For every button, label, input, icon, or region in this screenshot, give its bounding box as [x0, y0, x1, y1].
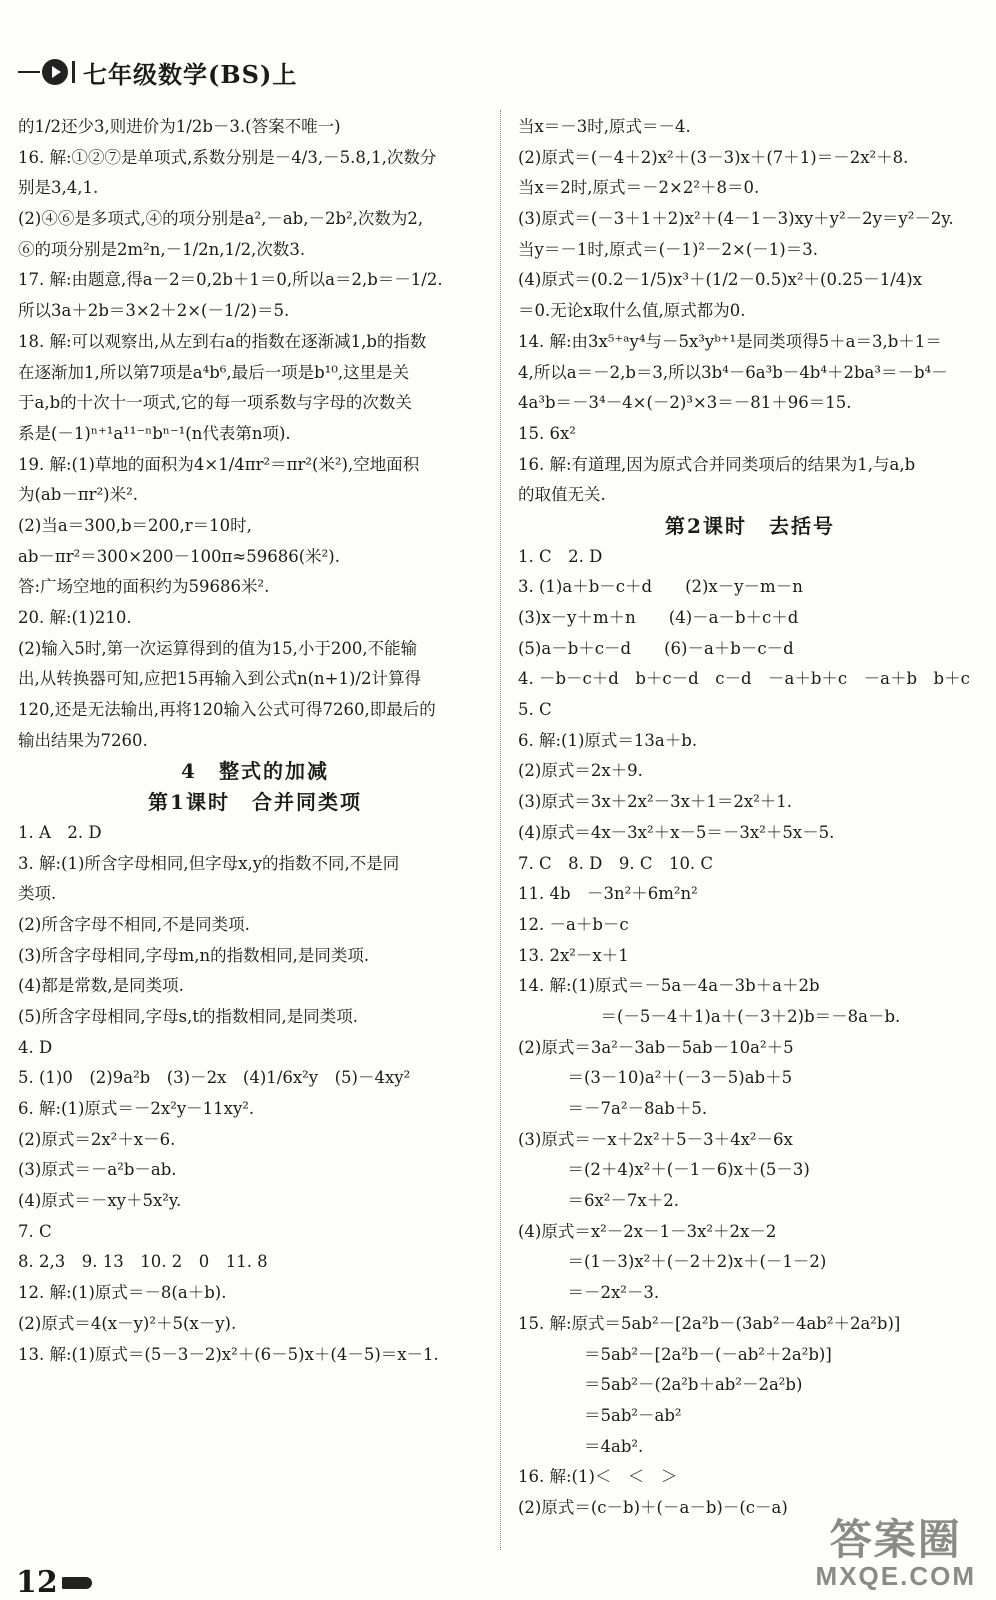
text-line: 为(ab－πr²)米².: [18, 485, 138, 505]
text-line: (2)原式＝2x＋9.: [518, 761, 643, 781]
text-line: 6. 解:(1)原式＝－2x²y－11xy².: [18, 1099, 255, 1118]
text-line: 3. 解:(1)所含字母相同,但字母x,y的指数不同,不是同: [18, 853, 400, 873]
text-line: 6. 解:(1)原式＝13a＋b.: [518, 730, 698, 750]
text-line: 输出结果为7260.: [18, 730, 148, 750]
text-line: 7. C: [18, 1221, 52, 1241]
text-line: ＝－2x²－3.: [518, 1283, 660, 1303]
text-line: ＝(1－3)x²＋(－2＋2)x＋(－1－2): [518, 1252, 827, 1272]
text-line: (2)原式＝2x²＋x－6.: [18, 1129, 176, 1149]
text-line: (2)④⑥是多项式,④的项分别是a²,－ab,－2b²,次数为2,: [18, 209, 424, 229]
text-line: ab－πr²＝300×200－100π≈59686(米²).: [18, 546, 340, 566]
text-line: (2)原式＝(－4＋2)x²＋(3－3)x＋(7＋1)＝－2x²＋8.: [518, 147, 909, 167]
text-line: (3)所含字母相同,字母m,n的指数相同,是同类项.: [18, 945, 370, 965]
text-line: ＝(3－10)a²＋(－3－5)ab＋5: [518, 1068, 793, 1088]
text-line: 13. 解:(1)原式＝(5－3－2)x²＋(6－5)x＋(4－5)＝x－1.: [18, 1344, 439, 1364]
text-line: 4. D: [18, 1037, 53, 1057]
text-line: (4)原式＝(0.2－1/5)x³＋(1/2－0.5)x²＋(0.25－1/4)x: [518, 270, 923, 290]
text-line: 于a,b的十次十一项式,它的每一项系数与字母的次数关: [18, 393, 412, 413]
lesson-heading: 第2课时 去括号: [665, 513, 835, 538]
text-line: ＝6x²－7x＋2.: [518, 1191, 679, 1211]
text-line: 20. 解:(1)210.: [18, 608, 132, 627]
header-bar: [72, 61, 75, 83]
text-line: ＝(－5－4＋1)a＋(－3＋2)b＝－8a－b.: [518, 1006, 901, 1026]
page-number: 12: [16, 1565, 58, 1600]
text-line: 4,所以a＝－2,b＝3,所以3b⁴－6a³b－4b⁴＋2ba³＝－b⁴－: [518, 362, 948, 382]
text-line: 当x＝2时,原式＝－2×2²＋8＝0.: [518, 178, 760, 198]
page-title: 七年级数学(BS)上: [83, 59, 298, 89]
text-line: 类项.: [18, 884, 57, 904]
text-line: 5. C: [518, 700, 552, 720]
text-line: 16. 解:(1)＜ ＜ ＞: [518, 1467, 678, 1487]
text-line: 7. C 8. D 9. C 10. C: [518, 853, 714, 873]
text-line: (4)原式＝x²－2x－1－3x²＋2x－2: [518, 1221, 777, 1241]
lesson-heading: 第1课时 合并同类项: [148, 790, 362, 815]
left-column: [18, 112, 492, 1370]
text-line: ⑥的项分别是2m²n,－1/2n,1/2,次数3.: [18, 239, 306, 259]
text-line: 16. 解:①②⑦是单项式,系数分别是－4/3,－5.8,1,次数分: [18, 147, 437, 167]
text-line: 13. 2x²－x＋1: [518, 945, 629, 965]
text-line: (5)所含字母相同,字母s,t的指数相同,是同类项.: [18, 1006, 358, 1026]
text-line: ＝5ab²－ab²: [518, 1405, 682, 1425]
text-line: (2)原式＝(c－b)＋(－a－b)－(c－a): [518, 1497, 788, 1517]
text-line: 12. －a＋b－c: [518, 914, 629, 934]
text-line: 19. 解:(1)草地的面积为4×1/4πr²＝πr²(米²),空地面积: [18, 454, 420, 474]
text-line: 当y＝－1时,原式＝(－1)²－2×(－1)＝3.: [518, 239, 818, 259]
text-line: 120,还是无法输出,再将120输入公式可得7260,即最后的: [18, 700, 436, 720]
text-line: 所以3a＋2b＝3×2＋2×(－1/2)＝5.: [18, 301, 290, 321]
column-divider: [500, 110, 501, 1550]
text-line: (4)原式＝4x－3x²＋x－5＝－3x²＋5x－5.: [518, 822, 835, 842]
text-line: ＝0.无论x取什么值,原式都为0.: [518, 301, 746, 321]
text-line: 的1/2还少3,则进价为1/2b－3.(答案不唯一): [18, 117, 341, 136]
text-line: (4)都是常数,是同类项.: [18, 976, 184, 996]
text-line: 1. C 2. D: [518, 546, 603, 566]
text-line: (5)a－b＋c－d (6)－a＋b－c－d: [518, 638, 794, 658]
text-line: 18. 解:可以观察出,从左到右a的指数在逐渐减1,b的指数: [18, 331, 427, 351]
text-line: 1. A 2. D: [18, 822, 102, 842]
text-line: (2)当a＝300,b＝200,r＝10时,: [18, 515, 252, 535]
text-line: (2)原式＝3a²－3ab－5ab－10a²＋5: [518, 1037, 794, 1057]
text-line: ＝4ab².: [518, 1436, 644, 1456]
text-line: 系是(－1)ⁿ⁺¹a¹¹⁻ⁿbⁿ⁻¹(n代表第n项).: [18, 423, 291, 443]
page-header: [18, 54, 297, 90]
text-line: 4. －b－c＋d b＋c－d c－d －a＋b＋c －a＋b b＋c: [518, 669, 970, 689]
text-line: 3. (1)a＋b－c＋d (2)x－y－m－n: [518, 577, 803, 597]
text-line: ＝(2＋4)x²＋(－1－6)x＋(5－3): [518, 1160, 810, 1180]
text-line: (2)所含字母不相同,不是同类项.: [18, 914, 250, 934]
text-line: (3)原式＝3x＋2x²－3x＋1＝2x²＋1.: [518, 792, 793, 812]
text-line: (2)输入5时,第一次运算得到的值为15,小于200,不能输: [18, 638, 418, 658]
text-line: (3)原式＝－a²b－ab.: [18, 1160, 177, 1180]
text-line: ＝5ab²－(2a²b＋ab²－2a²b): [518, 1375, 803, 1395]
text-line: 17. 解:由题意,得a－2＝0,2b＋1＝0,所以a＝2,b＝－1/2.: [18, 270, 443, 290]
text-line: 别是3,4,1.: [18, 178, 99, 198]
text-line: (4)原式＝－xy＋5x²y.: [18, 1191, 182, 1211]
text-line: 答:广场空地的面积约为59686米².: [18, 577, 270, 597]
watermark-logo: 答案圈: [829, 1516, 962, 1563]
text-line: ＝5ab²－[2a²b－(－ab²＋2a²b)]: [518, 1344, 832, 1364]
text-line: (3)原式＝－x＋2x²＋5－3＋4x²－6x: [518, 1129, 793, 1149]
text-line: (2)原式＝4(x－y)²＋5(x－y).: [18, 1313, 237, 1333]
watermark: [816, 1518, 976, 1590]
text-line: 15. 解:原式＝5ab²－[2a²b－(3ab²－4ab²＋2a²b)]: [518, 1313, 901, 1333]
text-line: (3)原式＝(－3＋1＋2)x²＋(4－1－3)xy＋y²－2y＝y²－2y.: [518, 209, 954, 229]
text-line: 当x＝－3时,原式＝－4.: [518, 117, 691, 136]
text-line: 出,从转换器可知,应把15再输入到公式n(n+1)/2计算得: [18, 669, 421, 689]
text-line: 5. (1)0 (2)9a²b (3)－2x (4)1/6x²y (5)－4xy²: [18, 1068, 411, 1088]
text-line: 14. 解:由3x⁵⁺ᵃy⁴与－5x³yᵇ⁺¹是同类项得5＋a＝3,b＋1＝: [518, 331, 942, 351]
text-line: 4a³b＝－3⁴－4×(－2)³×3＝－81＋96＝15.: [518, 393, 852, 413]
text-line: 的取值无关.: [518, 485, 606, 505]
text-line: 16. 解:有道理,因为原式合并同类项后的结果为1,与a,b: [518, 454, 916, 474]
text-line: ＝－7a²－8ab＋5.: [518, 1099, 708, 1118]
text-line: 8. 2,3 9. 13 10. 2 0 11. 8: [18, 1252, 268, 1272]
text-line: 14. 解:(1)原式＝－5a－4a－3b＋a＋2b: [518, 976, 820, 996]
right-column: [518, 112, 982, 1524]
text-line: 15. 6x²: [518, 423, 576, 443]
text-line: 在逐渐加1,所以第7项是a⁴b⁶,最后一项是b¹⁰,这里是关: [18, 362, 410, 382]
page-tab-icon: [62, 1577, 92, 1589]
section-heading: 4 整式的加减: [181, 759, 329, 784]
page-footer: [16, 1565, 92, 1600]
text-line: (3)x－y＋m＋n (4)－a－b＋c＋d: [518, 608, 799, 627]
watermark-url: MXQE.COM: [815, 1561, 976, 1591]
text-line: 12. 解:(1)原式＝－8(a＋b).: [18, 1283, 227, 1303]
header-rule: [18, 71, 40, 73]
text-line: 11. 4b －3n²＋6m²n²: [518, 884, 698, 904]
play-logo-icon: [42, 59, 68, 85]
